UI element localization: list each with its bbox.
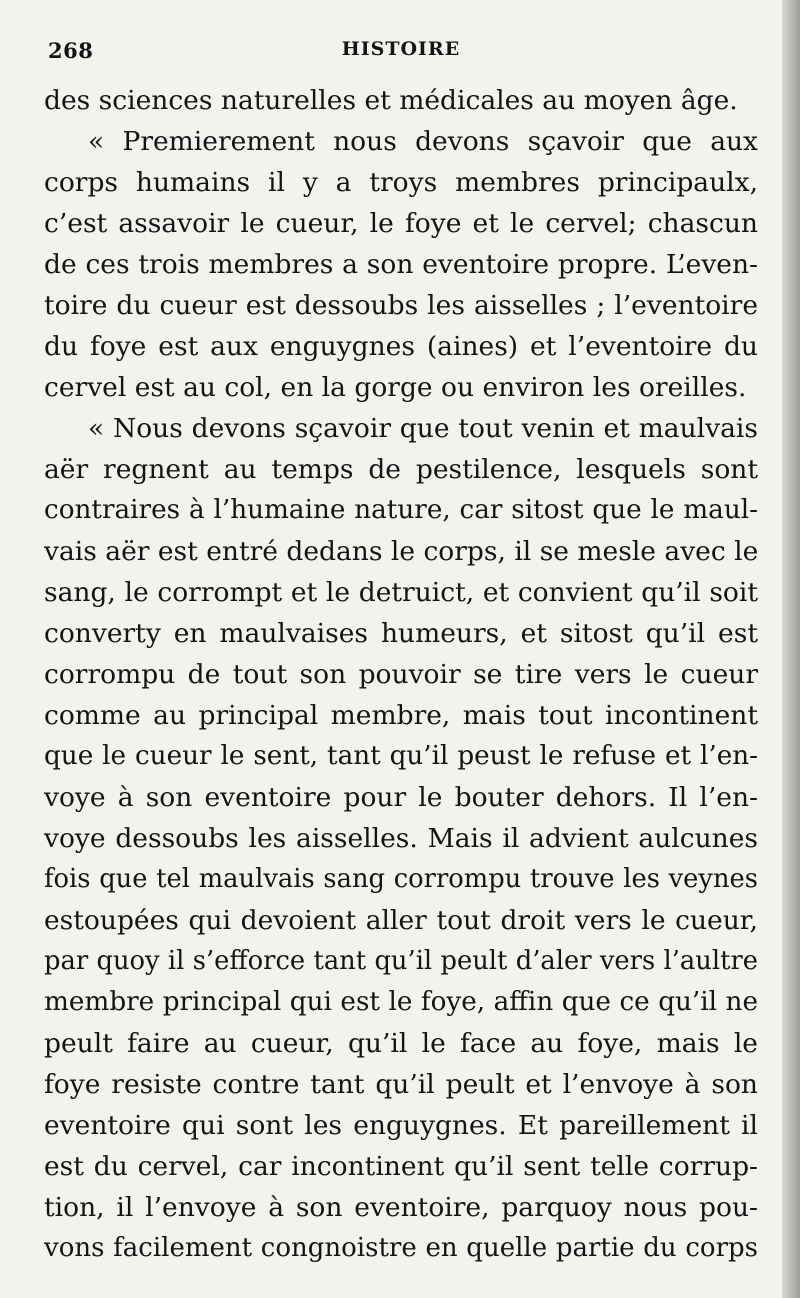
text-line: des sciences naturelles et médicales au moyen âge. xyxy=(44,85,738,116)
text-line: par quoy il s’efforce tant qu’il peult d’aler vers l’aultre xyxy=(44,946,758,976)
text-line: est du cervel, car incontinent qu’il sent telle corrup- xyxy=(44,1151,758,1182)
text-line: voye dessoubs les aisselles. Mais il advient aulcunes xyxy=(44,823,758,854)
text-line: peult faire au cueur, qu’il le face au foye, mais le xyxy=(44,1028,758,1059)
text-line: voye à son eventoire pour le bouter dehors. Il l’en- xyxy=(44,782,758,813)
text-line: du foye est aux enguygnes (aines) et l’eventoire du xyxy=(44,331,758,362)
text-line: comme au principal membre, mais tout incontinent xyxy=(44,700,758,731)
text-line: converty en maulvaises humeurs, et sitost qu’il est xyxy=(44,618,758,649)
page-number: 268 xyxy=(48,38,94,63)
text-line: vais aër est entré dedans le corps, il se mesle avec le xyxy=(44,536,759,567)
text-line: vons facilement congnoistre en quelle partie du corps xyxy=(44,1233,758,1263)
text-line: de ces trois membres a son eventoire propre. L’even- xyxy=(44,249,758,280)
text-line: contraires à l’humaine nature, car sitost que le maul- xyxy=(44,495,758,525)
text-line: corrompu de tout son pouvoir se tire vers le cueur xyxy=(44,659,758,690)
running-head xyxy=(44,38,758,70)
text-line: tion, il l’envoye à son eventoire, parquoy nous pou- xyxy=(44,1192,758,1223)
page-edge xyxy=(782,0,800,1298)
running-title: HISTOIRE xyxy=(341,38,461,60)
text-line: « Premierement nous devons sçavoir que aux xyxy=(88,126,758,157)
text-line: sang, le corrompt et le detruict, et convient qu’il soit xyxy=(44,577,758,608)
text-line: que le cueur le sent, tant qu’il peust le refuse et l’en- xyxy=(44,741,758,771)
text-line: estoupées qui devoient aller tout droit vers le cueur, xyxy=(44,905,758,936)
text-line: c’est assavoir le cueur, le foye et le cervel; chascun xyxy=(44,208,758,239)
text-line: toire du cueur est dessoubs les aisselles ; l’eventoire xyxy=(44,290,758,321)
text-line: corps humains il y a troys membres principaulx, xyxy=(44,167,758,198)
text-line: « Nous devons sçavoir que tout venin et maulvais xyxy=(88,413,758,444)
text-line: membre principal qui est le foye, affin que ce qu’il ne xyxy=(44,987,758,1017)
body-text xyxy=(44,80,758,1269)
text-line: aër regnent au temps de pestilence, lesquels sont xyxy=(44,454,758,485)
text-line: eventoire qui sont les enguygnes. Et pareillement il xyxy=(44,1110,758,1141)
text-line: foye resiste contre tant qu’il peult et l’envoye à son xyxy=(44,1069,758,1100)
text-line: fois que tel maulvais sang corrompu trouve les veynes xyxy=(44,864,758,894)
text-line: cervel est au col, en la gorge ou environ les oreilles. xyxy=(44,372,747,403)
